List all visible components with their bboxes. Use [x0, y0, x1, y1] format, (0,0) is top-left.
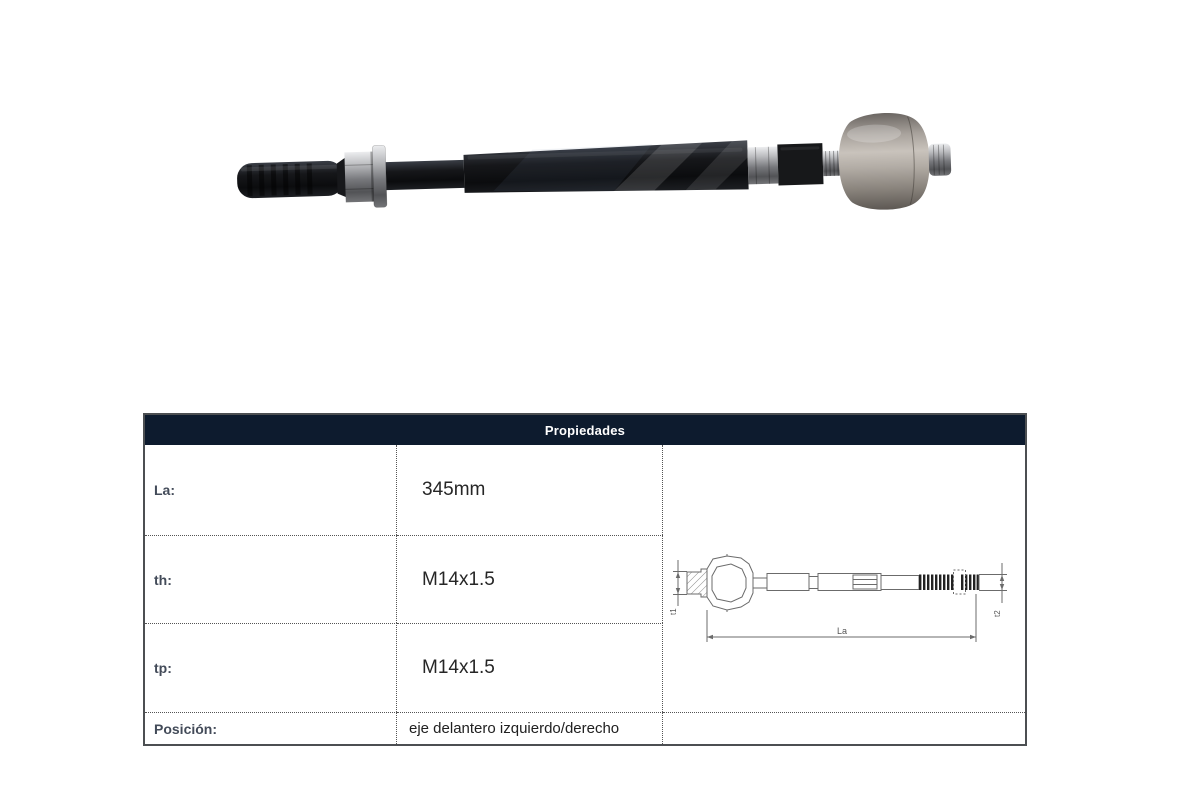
table-title: Propiedades [145, 415, 1025, 445]
row-value-tp: M14x1.5 [397, 623, 663, 712]
properties-table [143, 413, 1027, 746]
dim-label-t1: t1 [669, 608, 678, 615]
technical-diagram [669, 545, 1019, 650]
empty-cell [663, 712, 1025, 744]
row-value-la: 345mm [397, 445, 663, 535]
row-value-th: M14x1.5 [397, 535, 663, 623]
dim-label-la: La [837, 626, 848, 636]
row-label-th: th: [145, 535, 397, 623]
row-value-posicion: eje delantero izquierdo/derecho [397, 712, 663, 744]
technical-diagram-cell [663, 445, 1025, 712]
table-body [145, 445, 1025, 744]
product-photo [233, 100, 953, 218]
row-label-la: La: [145, 445, 397, 535]
tie-rod-photo-drawing [233, 100, 953, 218]
dim-label-t2: t2 [993, 610, 1002, 617]
row-label-tp: tp: [145, 623, 397, 712]
row-label-posicion: Posición: [145, 712, 397, 744]
